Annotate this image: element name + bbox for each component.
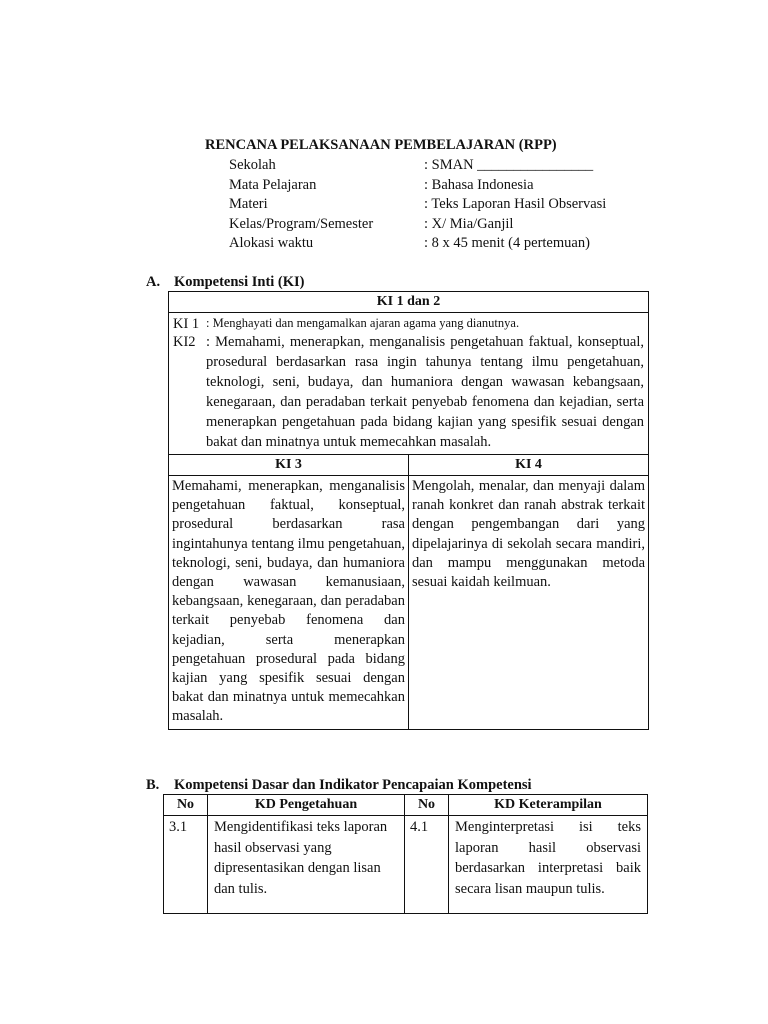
ki2-text: : Memahami, menerapkan, menganalisis pengetahuan faktual, konseptual, prosedural berdasarkan rasa ingin tahunya tentang ilmu pengetahuan, teknologi, seni, budaya, dan humaniora dengan wawasan kebangsaan, kenegaraan, dan peradaban terkait penyebab fenomena dan kejadian, serta menerapkan pengetahuan pada bidang kajian yang spesifik sesuai dengan bakat dan minatnya untuk memecahkan masalah. [206, 334, 645, 450]
meta-label: Sekolah [229, 157, 276, 173]
ki4-text: Mengolah, menalar, dan menyaji dalam ranah konkret dan ranah abstrak terkait dengan pengembangan dari yang dipelajarinya di sekolah secara mandiri, dan mampu menggunakan metoda sesuai kaidah keilmuan. [409, 476, 649, 730]
section-title: Kompetensi Inti (KI) [174, 274, 305, 290]
ki12-cell [169, 313, 649, 455]
meta-value: : SMAN ________________ [424, 157, 594, 173]
kd-number: 3.1 [164, 816, 208, 914]
ki12-header: KI 1 dan 2 [169, 292, 649, 313]
meta-row-mata-pelajaran [229, 176, 649, 196]
section-letter: A. [146, 274, 161, 290]
kd-pengetahuan-text: Mengidentifikasi teks laporan hasil observasi yang dipresentasikan dengan lisan dan tulis. [208, 816, 405, 914]
table-row [164, 816, 648, 914]
ki2-line [173, 332, 644, 452]
meta-value: : Bahasa Indonesia [424, 176, 534, 193]
meta-row-materi [229, 195, 649, 215]
ki1-text: : Menghayati dan mengamalkan ajaran agama yang dianutnya. [206, 316, 520, 330]
section-letter: B. [146, 777, 160, 793]
ki2-code: KI2 [173, 334, 196, 350]
meta-value: : Teks Laporan Hasil Observasi [424, 196, 607, 212]
meta-label: Mata Pelajaran [229, 176, 317, 193]
meta-label: Alokasi waktu [229, 235, 314, 251]
kd-number: 4.1 [405, 816, 449, 914]
meta-value: : X/ Mia/Ganjil [424, 215, 514, 232]
meta-label: Kelas/Program/Semester [229, 215, 374, 232]
section-title: Kompetensi Dasar dan Indikator Pencapaian Kompetensi [174, 777, 532, 793]
header-no: No [405, 795, 449, 816]
meta-row-alokasi-waktu [229, 234, 649, 254]
ki4-header: KI 4 [409, 455, 649, 476]
meta-value: : 8 x 45 menit (4 pertemuan) [424, 235, 590, 251]
meta-label: Materi [229, 196, 268, 212]
document-title: RENCANA PELAKSANAAN PEMBELAJARAN (RPP) [205, 137, 557, 153]
header-kd-pengetahuan: KD Pengetahuan [208, 795, 405, 816]
kompetensi-dasar-table [163, 794, 648, 914]
rpp-identity-block [229, 156, 649, 254]
ki1-line [173, 314, 644, 332]
ki3-header: KI 3 [169, 455, 409, 476]
ki3-text: Memahami, menerapkan, menganalisis pengetahuan faktual, konseptual, prosedural berdasarkan rasa ingintahunya tentang ilmu pengetahuan, teknologi, seni, budaya, dan humaniora dengan wawasan kemanusiaan, kebangsaan, kenegaraan, dan peradaban terkait penyebab fenomena dan kejadian, serta menerapkan pengetahuan prosedural pada bidang kajian yang spesifik sesuai dengan bakat dan minatnya untuk memecahkan masalah. [169, 476, 409, 730]
ki1-code: KI 1 [173, 316, 200, 332]
header-kd-keterampilan: KD Keterampilan [449, 795, 648, 816]
meta-row-kelas [229, 215, 649, 235]
header-no: No [164, 795, 208, 816]
kd-keterampilan-text: Menginterpretasi isi teks laporan hasil observasi berdasarkan interpretasi baik secara lisan maupun tulis. [449, 816, 648, 914]
kompetensi-inti-table [168, 291, 649, 730]
meta-row-sekolah [229, 156, 649, 176]
